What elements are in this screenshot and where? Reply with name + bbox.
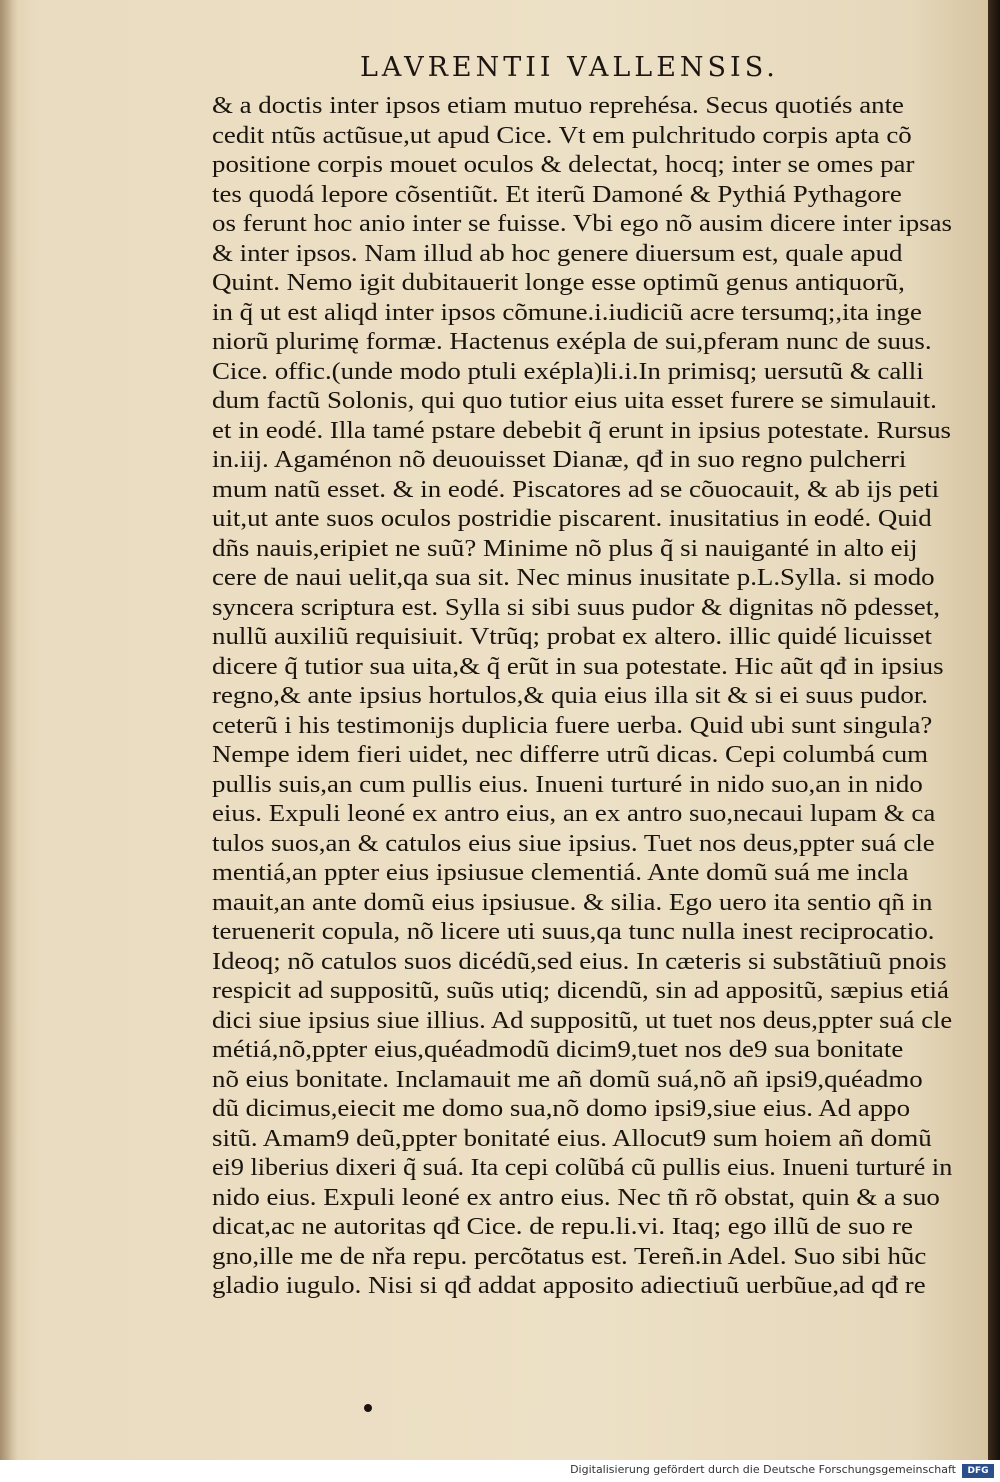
text-line: positione corpis mouet oculos & delectat, hocq; inter se omes par — [212, 152, 915, 178]
dfg-logo-icon: DFG — [962, 1464, 994, 1478]
text-line: Quint. Nemo igit dubitauerit longe esse optimũ genus antiquorũ, — [212, 270, 905, 296]
text-line: dicat,ac ne autoritas qđ Cice. de repu.li.vi. Itaq; ego illũ de suo re — [212, 1214, 913, 1240]
text-line: tulos suos,an & catulos eius siue ipsius. Tuet nos deus,ppter suá cle — [212, 830, 935, 857]
text-line: nido eius. Expuli leoné ex antro eius. Nec tñ rõ obstat, quin & a suo — [212, 1184, 940, 1211]
text-line: nullũ auxiliũ requisiuit. Vtrũq; probat ex altero. illic quidé licuisset — [212, 624, 932, 650]
text-line: gladio iugulo. Nisi si qđ addat apposito adiectiuũ uerbũue,ad qđ re — [212, 1273, 926, 1299]
text-line: syncera scriptura est. Sylla si sibi suus pudor & dignitas nõ pdesset, — [212, 594, 940, 621]
text-line: dñs nauis,eripiet ne suũ? Minime nõ plus q̃ si nauiganté in alto eij — [212, 535, 918, 562]
page-edge — [988, 0, 1000, 1460]
text-line: eius. Expuli leoné ex antro eius, an ex antro suo,necaui lupam & ca — [212, 801, 936, 827]
text-line: in q̃ ut est aliqd inter ipsos cõmune.i.iudiciũ acre tersumq;,ita inge — [212, 299, 922, 326]
text-line: mentiá,an ppter eius ipsiusue clementiá. Ante domũ suá me incla — [212, 860, 909, 886]
text-line: cedit ntũs actũsue,ut apud Cice. Vt em pulchritudo corpis apta cõ — [212, 122, 912, 149]
text-line: dici siue ipsius siue illius. Ad suppositũ, ut tuet nos deus,ppter suá cle — [212, 1007, 952, 1034]
text-line: ei9 liberius dixeri q̃ suá. Ita cepi colũbá cũ pullis eius. Inueni turturé in — [212, 1155, 952, 1181]
text-line: os ferunt hoc anio inter se fuisse. Vbi ego nõ ausim dicere inter ipsas — [212, 211, 952, 237]
footer-credit: Digitalisierung gefördert durch die Deutsche Forschungsgemeinschaft — [570, 1463, 956, 1476]
text-line: cere de naui uelit,qa sua sit. Nec minus inusitate p.L.Sylla. si modo — [212, 565, 935, 591]
text-block — [212, 92, 952, 1302]
text-line: & a doctis inter ipsos etiam mutuo reprehésa. Secus quotiés ante — [212, 93, 905, 119]
footer-bar — [0, 1460, 1000, 1482]
text-line: teruenerit copula, nõ licere uti suus,qa tunc nulla inest reciprocatio. — [212, 919, 935, 945]
text-line: métiá,nõ,ppter eius,quéadmodũ dicim9,tuet nos de9 sua bonitate — [212, 1037, 904, 1063]
text-line: respicit ad suppositũ, suũs utiq; dicendũ, sin ad appositũ, sæpius etiá — [212, 978, 949, 1004]
text-line: dũ dicimus,eiecit me domo sua,nõ domo ipsi9,siue eius. Ad appo — [212, 1096, 911, 1122]
text-line: ceterũ i his testimonijs duplicia fuere uerba. Quid ubi sunt singula? — [212, 712, 933, 739]
text-line: in.iij. Agaménon nõ deuouisset Dianæ, qđ in suo regno pulcherri — [212, 447, 907, 473]
text-line: uit,ut ante suos oculos postridie piscarent. inusitatius in eodé. Quid — [212, 506, 932, 532]
text-line: et in eodé. Illa tamé pstare debebit q̃ erunt in ipsius potestate. Rursus — [212, 417, 952, 444]
text-line: Nempe idem fieri uidet, nec differre utrũ dicas. Cepi columbá cum — [212, 742, 929, 768]
text-line: mauit,an ante domũ eius ipsiusue. & silia. Ego uero ita sentio qñ in — [212, 889, 933, 916]
text-line: dicere q̃ tutior sua uita,& q̃ erũt in sua potestate. Hic aũt qđ in ipsius — [212, 653, 944, 680]
running-head: LAVRENTII VALLENSIS. — [360, 52, 779, 83]
text-line: gno,ille me de nřa repu. percõtatus est. Tereñ.in Adel. Suo sibi hũc — [212, 1243, 927, 1270]
signature-dot — [364, 1404, 372, 1412]
text-line: tes quodá lepore cõsentiũt. Et iterũ Damoné & Pythiá Pythagore — [212, 181, 902, 208]
text-line: niorũ plurimę formæ. Hactenus exépla de sui,pferam nunc de suus. — [212, 329, 932, 355]
text-line: Ideoq; nõ catulos suos dicédũ,sed eius. In cæteris si substãtiuũ pnois — [212, 948, 947, 975]
text-line: pullis suis,an cum pullis eius. Inueni turturé in nido suo,an in nido — [212, 771, 923, 798]
text-line: regno,& ante ipsius hortulos,& quia eius illa sit & si ei suus pudor. — [212, 683, 929, 709]
text-line: dum factũ Solonis, qui quo tutior eius uita esset furere se simulauit. — [212, 388, 937, 414]
text-line: Cice. offic.(unde modo ptuli exépla)li.i.In primisq; uersutũ & calli — [212, 358, 924, 385]
text-line: mum natũ esset. & in eodé. Piscatores ad se cõuocauit, & ab ijs peti — [212, 476, 940, 503]
text-line: nõ eius bonitate. Inclamauit me añ domũ suá,nõ añ ipsi9,quéadmo — [212, 1066, 923, 1093]
text-line: & inter ipsos. Nam illud ab hoc genere diuersum est, quale apud — [212, 240, 903, 267]
text-line: sitũ. Amam9 deũ,ppter bonitaté eius. Allocut9 sum hoiem añ domũ — [212, 1125, 932, 1152]
